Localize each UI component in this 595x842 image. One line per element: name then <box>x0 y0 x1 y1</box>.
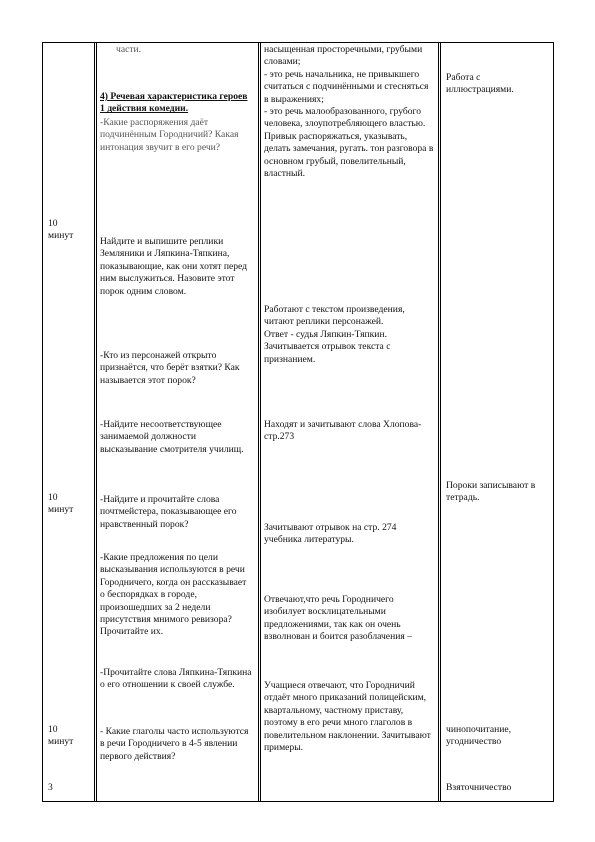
time-label-1: 10 минут <box>48 218 74 242</box>
question-4: -Найдите несоответствующее занимаемой должности высказывание смотрителя училищ. <box>100 419 244 455</box>
table-border-right <box>553 42 554 802</box>
question-5: -Найдите и прочитайте слова почтмейстера, показывающее его нравственный порок? <box>100 494 237 530</box>
table-border-top <box>42 42 554 43</box>
note-2: Пороки записывают в тетрадь. <box>446 480 536 504</box>
question-7: -Прочитайте слова Ляпкина-Тяпкина о его отношении к своей службе. <box>100 667 252 691</box>
section-heading: 4) Речевая характеристика героев 1 действия комедии. <box>100 91 248 115</box>
note-4: Взяточничество <box>446 782 512 793</box>
table-border-left <box>42 42 43 802</box>
time-label-4: 3 <box>48 782 53 793</box>
answer-1: насыщенная просторечными, грубыми словами; - это речь начальника, не привыкшего считаться с подчинёнными и стесняться в выражениях; - это речь малообразованного, грубого человека, злоупотребляющего властью. Привык распоряжаться, указывать, делать замечания, ругать. тон разговора в основном грубый, повелительный, властный. <box>264 44 434 180</box>
column-divider-3 <box>438 42 441 802</box>
answer-2: Работают с текстом произведения, читают реплики персонажей. Ответ - судья Ляпкин-Тяпкин. Зачитывается отрывок текста с признанием. <box>264 304 405 365</box>
question-1: -Какие распоряжения даёт подчинённым Городничий? Какая интонация звучит в его речи? <box>100 117 239 153</box>
question-6: -Какие предложения по цели высказывания используются в речи Городничего, когда он рассказывает о беспорядках в городе, произошедших за 2 недели присутствия мнимого ревизора? Прочитайте их. <box>100 552 247 638</box>
column-divider-2 <box>258 42 261 802</box>
question-8: - Какие глаголы часто используются в речи Городничего в 4-5 явлении первого действия? <box>100 726 249 762</box>
time-label-3: 10 минут <box>48 724 74 748</box>
text-parts: части. <box>116 44 142 55</box>
question-2: Найдите и выпишите реплики Земляники и Ляпкина-Тяпкина, показывающие, как они хотят перед ним выслужиться. Назовите этот порок одним словом. <box>100 236 248 297</box>
note-3: чинопочитание, угодничество <box>446 724 512 748</box>
answer-5: Отвечают,что речь Городничего изобилует восклицательными предложениями, так как он очень взволнован и боится разоблачения – <box>264 594 412 643</box>
table-border-bottom <box>42 801 554 802</box>
answer-6: Учащиеся отвечают, что Городничий отдаёт много приказаний полицейским, квартальному, частному приставу, поэтому в его речи много глаголов в повелительном наклонении. Зачитывают примеры. <box>264 680 431 754</box>
time-label-2: 10 минут <box>48 492 74 516</box>
note-1: Работа с иллюстрациями. <box>446 72 514 96</box>
column-divider-1 <box>94 42 97 802</box>
answer-4: Зачитывают отрывок на стр. 274 учебника литературы. <box>264 522 397 546</box>
lesson-plan-table <box>42 42 554 802</box>
question-3: -Кто из персонажей открыто признаётся, что берёт взятки? Как называется этот порок? <box>100 350 240 386</box>
answer-3: Находят и зачитывают слова Хлопова-стр.273 <box>264 419 422 443</box>
